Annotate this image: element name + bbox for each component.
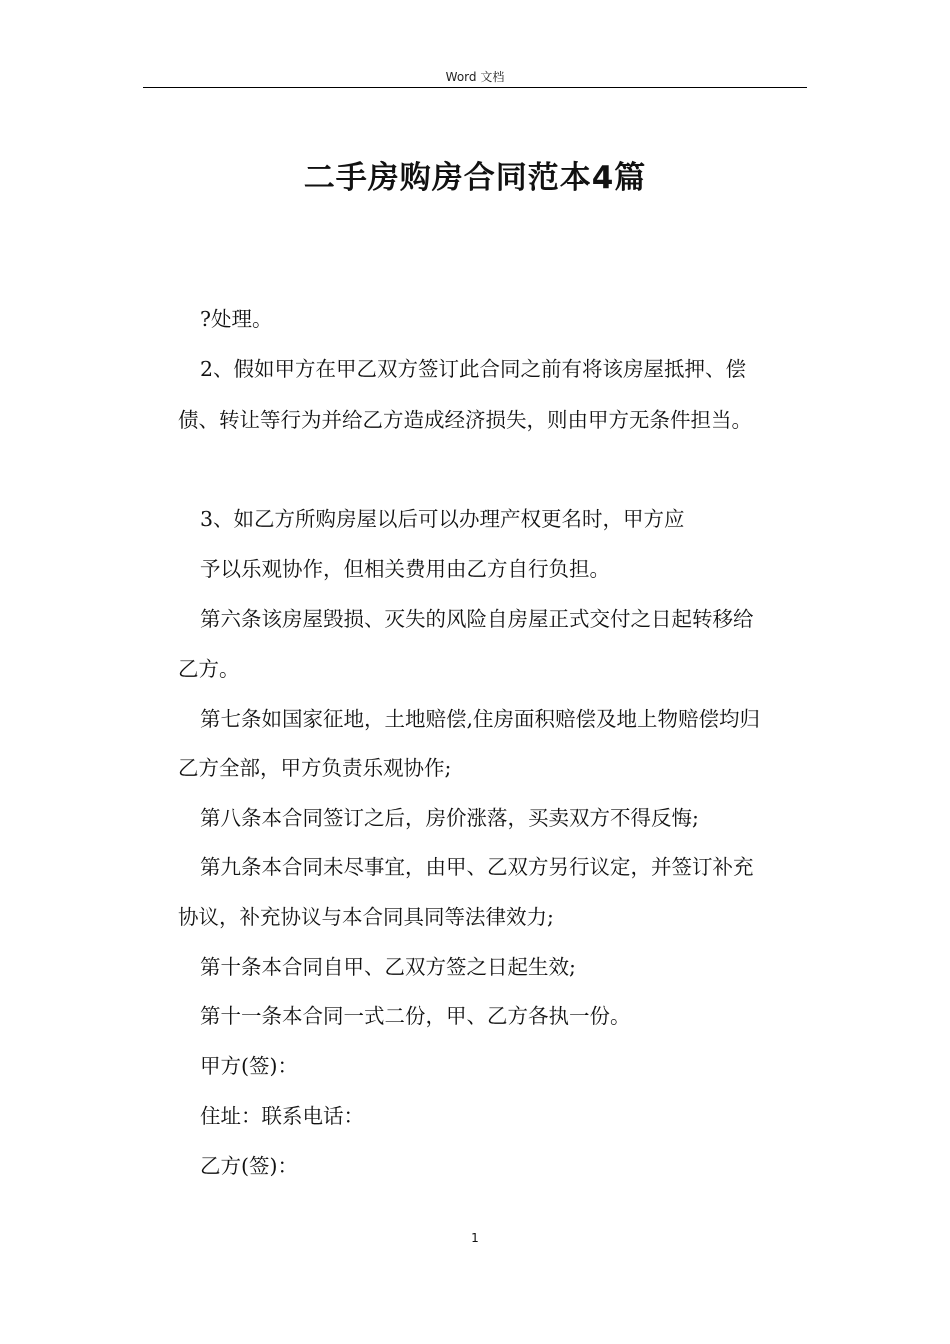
- paragraph-line: 第七条如国家征地，土地赔偿,住房面积赔偿及地上物赔偿均归: [200, 707, 761, 731]
- paragraph-line: 第十条本合同自甲、乙双方签之日起生效;: [200, 955, 576, 979]
- document-title: 二手房购房合同范本4篇: [303, 160, 647, 196]
- paragraph-line: ?处理。: [200, 307, 273, 331]
- paragraph-line: 第六条该房屋毁损、灭失的风险自房屋正式交付之日起转移给: [200, 607, 754, 631]
- paragraph-line: 第十一条本合同一式二份，甲、乙方各执一份。: [200, 1004, 631, 1028]
- paragraph-line: 予以乐观协作，但相关费用由乙方自行负担。: [200, 557, 610, 581]
- header-divider: [143, 87, 807, 88]
- signature-line-party-a: 甲方(签)：: [200, 1054, 298, 1078]
- paragraph-line: 乙方全部，甲方负责乐观协作;: [178, 756, 452, 780]
- paragraph-line: 2、假如甲方在甲乙双方签订此合同之前有将该房屋抵押、偿: [200, 357, 747, 381]
- paragraph-line: 债、转让等行为并给乙方造成经济损失，则由甲方无条件担当。: [178, 408, 752, 432]
- paragraph-line: 乙方。: [178, 657, 240, 681]
- paragraph-line: 第九条本合同未尽事宜，由甲、乙双方另行议定，并签订补充: [200, 855, 754, 879]
- paragraph-line: 3、如乙方所购房屋以后可以办理产权更名时，甲方应: [200, 507, 685, 531]
- page-header: Word 文档: [445, 70, 505, 84]
- page-number: 1: [471, 1231, 479, 1245]
- paragraph-line: 第八条本合同签订之后，房价涨落，买卖双方不得反悔;: [200, 806, 699, 830]
- signature-line-party-b: 乙方(签)：: [200, 1154, 298, 1178]
- address-phone-line: 住址：联系电话：: [200, 1104, 364, 1128]
- paragraph-line: 协议，补充协议与本合同具同等法律效力;: [178, 905, 554, 929]
